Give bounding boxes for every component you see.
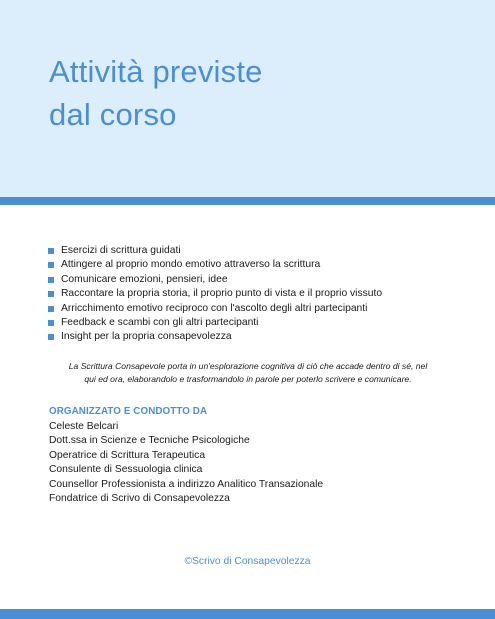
square-bullet-icon bbox=[48, 291, 54, 297]
square-bullet-icon bbox=[48, 248, 54, 254]
list-item-text: Arricchimento emotivo reciproco con l'ascolto degli altri partecipanti bbox=[61, 302, 368, 314]
footer-band bbox=[0, 609, 495, 619]
footer-copyright: ©Scrivo di Consapevolezza bbox=[184, 556, 311, 567]
organizer-credential: Consulente di Sessuologia clinica bbox=[49, 464, 203, 476]
list-item bbox=[48, 302, 382, 316]
organizer-credential: Counsellor Professionista a indirizzo Analitico Transazionale bbox=[49, 478, 324, 490]
organizer-credential: Dott.ssa in Scienze e Tecniche Psicologiche bbox=[49, 435, 250, 447]
list-item bbox=[48, 316, 382, 330]
page-title-line-1: Attività previste bbox=[49, 54, 263, 89]
list-item bbox=[48, 258, 382, 272]
list-item-text: Attingere al proprio mondo emotivo attraverso la scrittura bbox=[61, 259, 321, 271]
list-item bbox=[48, 273, 382, 287]
quote-line-2: qui ed ora, elaborandolo e trasformandolo in parole per poterlo scrivere e comunicare. bbox=[84, 374, 412, 384]
page-title-line-2: dal corso bbox=[49, 97, 177, 132]
organizer-heading: ORGANIZZATO E CONDOTTO DA bbox=[49, 406, 208, 417]
list-item-text: Raccontare la propria storia, il proprio punto di vista e il proprio vissuto bbox=[61, 288, 383, 300]
list-item-text: Insight per la propria consapevolezza bbox=[61, 331, 232, 343]
list-item-text: Comunicare emozioni, pensieri, idee bbox=[61, 273, 228, 285]
course-description-quote bbox=[48, 360, 448, 386]
list-item bbox=[48, 287, 382, 301]
list-item-text: Esercizi di scrittura guidati bbox=[61, 245, 181, 256]
header-divider-band bbox=[0, 197, 495, 205]
list-item-text: Feedback e scambi con gli altri partecipanti bbox=[61, 317, 259, 329]
list-item bbox=[48, 330, 382, 344]
organizer-name: Celeste Belcari bbox=[49, 421, 119, 432]
square-bullet-icon bbox=[48, 334, 54, 340]
square-bullet-icon bbox=[48, 277, 54, 283]
list-item bbox=[48, 244, 382, 258]
square-bullet-icon bbox=[48, 320, 54, 326]
square-bullet-icon bbox=[48, 306, 54, 312]
square-bullet-icon bbox=[48, 262, 54, 268]
quote-line-1: La Scrittura Consapevole porta in un'esplorazione cognitiva di ciò che accade dentro di sé, nel bbox=[68, 361, 428, 371]
activities-list bbox=[48, 244, 382, 345]
organizer-credential: Operatrice di Scrittura Terapeutica bbox=[49, 449, 206, 461]
page-title bbox=[49, 50, 263, 136]
organizer-details bbox=[49, 420, 323, 506]
organizer-credential: Fondatrice di Scrivo di Consapevolezza bbox=[49, 493, 230, 505]
header-banner bbox=[0, 0, 495, 197]
